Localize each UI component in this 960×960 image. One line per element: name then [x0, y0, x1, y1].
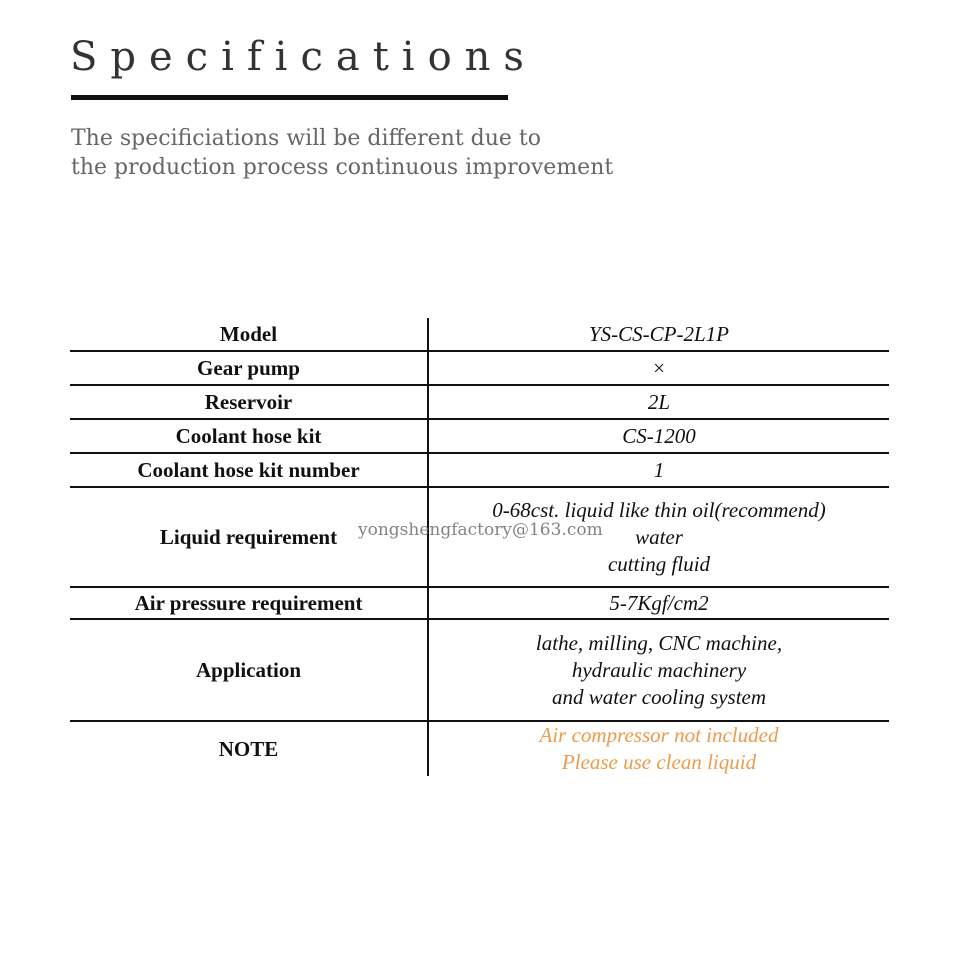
specifications-table [70, 318, 889, 776]
row-value [429, 420, 889, 452]
row-value [429, 318, 889, 350]
value-line: × [651, 355, 667, 380]
row-value [429, 588, 889, 618]
row-value [429, 352, 889, 384]
table-row-model [70, 318, 889, 352]
value-line: YS-CS-CP-2L1P [588, 321, 729, 346]
value-line: hydraulic machinery [571, 657, 747, 682]
value-line: cutting fluid [607, 551, 711, 576]
note-line: Please use clean liquid [561, 750, 757, 774]
table-row-application [70, 620, 889, 722]
row-label: Reservoir [70, 386, 429, 418]
row-label: Coolant hose kit [70, 420, 429, 452]
subtitle-line: The specificiations will be different due to [71, 126, 542, 151]
title-underline [71, 95, 508, 100]
note-line: Air compressor not included [539, 723, 779, 747]
value-line: CS-1200 [622, 423, 696, 448]
table-row-gear-pump [70, 352, 889, 386]
row-label: NOTE [70, 722, 429, 776]
value-line: 0-68cst. liquid like thin oil(recommend) [492, 497, 826, 522]
row-value [429, 620, 889, 720]
row-value [429, 722, 889, 776]
subtitle [71, 124, 613, 182]
row-label: Application [70, 620, 429, 720]
page-title: Specifications [70, 34, 537, 80]
value-line: water [635, 524, 683, 549]
row-value [429, 454, 889, 486]
row-label: Model [70, 318, 429, 350]
value-line: 1 [653, 457, 665, 482]
subtitle-line: the production process continuous improvement [71, 155, 614, 180]
table-row-reservoir [70, 386, 889, 420]
row-label: Air pressure requirement [70, 588, 429, 618]
table-row-coolant-hose-kit [70, 420, 889, 454]
watermark-email: yongshengfactory@163.com [358, 520, 603, 540]
table-row-coolant-hose-kit-number [70, 454, 889, 488]
table-row-note [70, 722, 889, 776]
value-line: 5-7Kgf/cm2 [609, 590, 709, 615]
value-line: and water cooling system [551, 684, 767, 709]
value-line: lathe, milling, CNC machine, [535, 630, 783, 655]
row-label: Coolant hose kit number [70, 454, 429, 486]
row-label: Gear pump [70, 352, 429, 384]
table-row-air-pressure-requirement [70, 588, 889, 620]
row-value [429, 386, 889, 418]
value-line: 2L [647, 389, 671, 414]
row-label: Liquid requirement [70, 488, 429, 586]
